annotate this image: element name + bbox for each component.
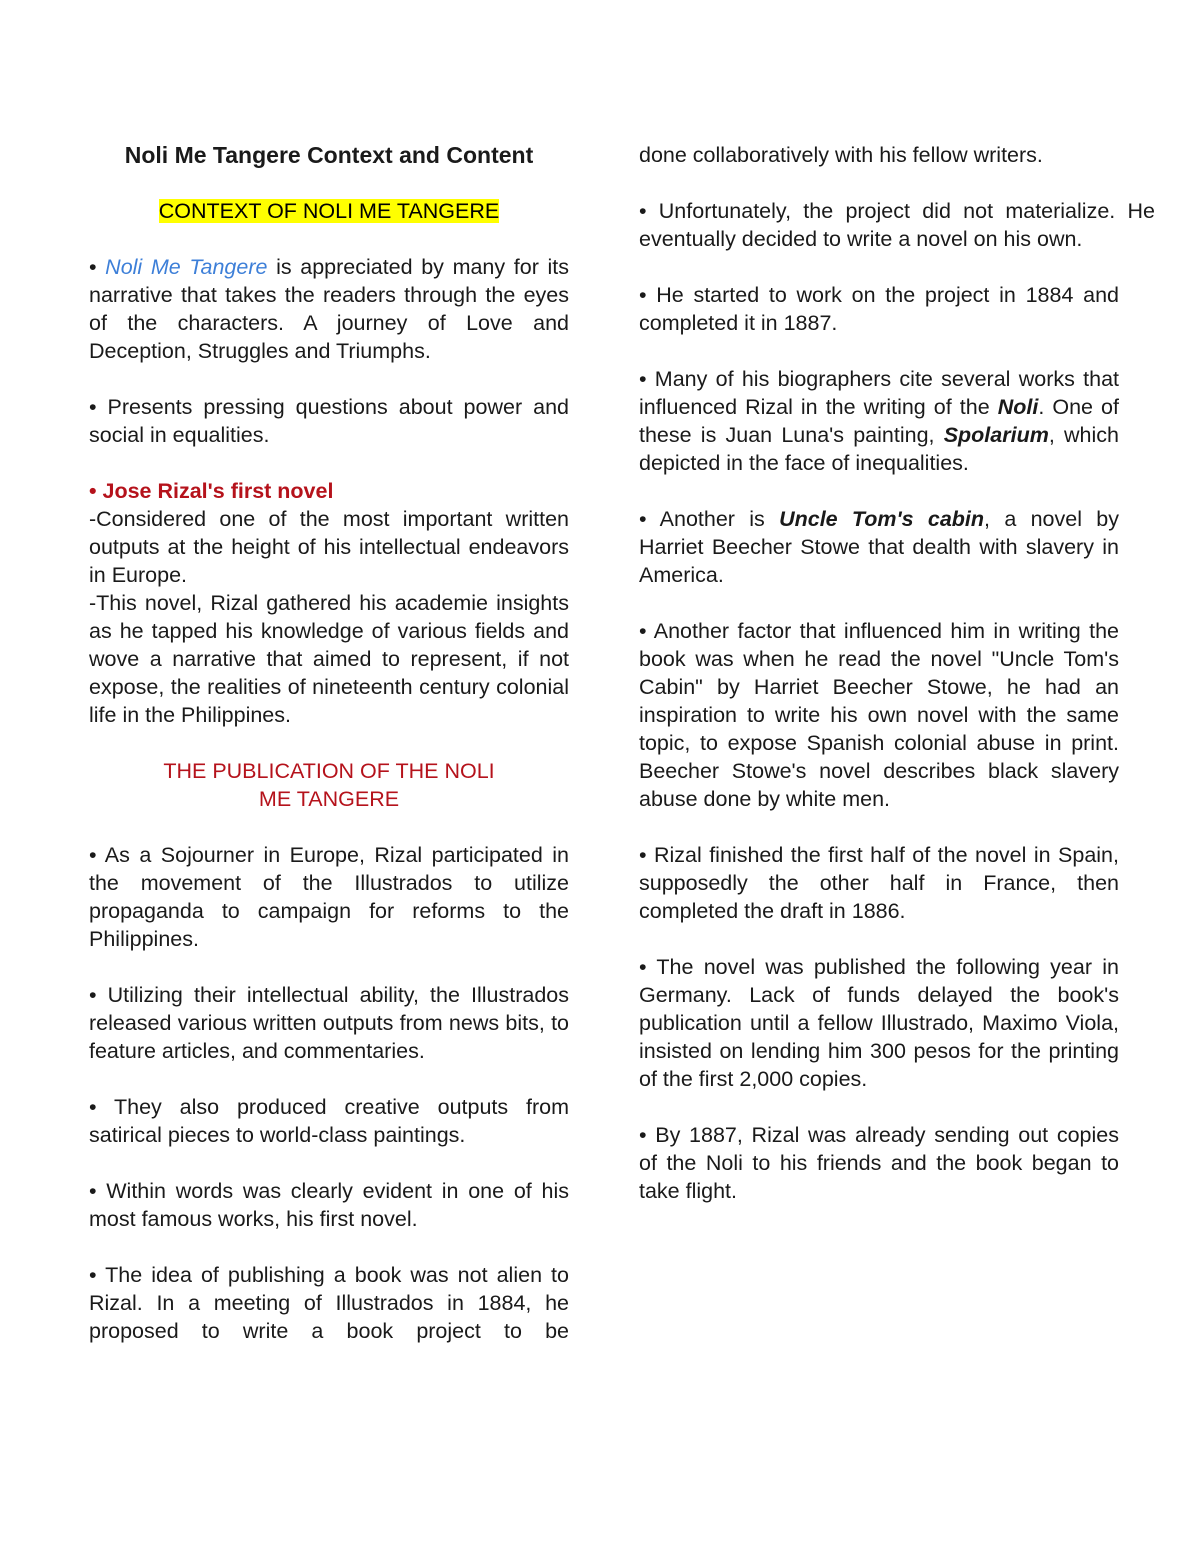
page-title: Noli Me Tangere Context and Content xyxy=(124,142,534,168)
left-column xyxy=(89,141,569,1373)
paragraph-sojourner: • As a Sojourner in Europe, Rizal participated in the movement of the Illustrados to utilize propaganda to campaign for reforms to the Philippines. xyxy=(89,843,569,951)
first-novel-line-1: -Considered one of the most important written outputs at the height of his intellectual endeavors in Europe. xyxy=(89,507,569,587)
paragraph-unfortunately: • Unfortunately, the project did not materialize. He eventually decided to write a novel on his own. xyxy=(639,199,1155,251)
paragraph-idea: • The idea of publishing a book was not alien to Rizal. In a meeting of Illustrados in 1884, he proposed to write a book project to be xyxy=(89,1263,569,1343)
uncle-toms-cabin-inline: Uncle Tom's cabin xyxy=(779,507,985,531)
paragraph-another: • Another is Uncle Tom's cabin, a novel by Harriet Beecher Stowe that dealth with slavery in America. xyxy=(639,507,1119,587)
first-novel-section xyxy=(89,477,569,729)
first-novel-line-2: -This novel, Rizal gathered his academie insights as he tapped his knowledge of various fields and wove a narrative that aimed to represent, if not expose, the realities of nineteenth century colonial life in the Philippines. xyxy=(89,591,569,727)
noli-inline: Noli xyxy=(997,395,1039,419)
right-column xyxy=(639,141,1155,1233)
context-heading-text: CONTEXT OF NOLI ME TANGERE xyxy=(158,199,500,223)
paragraph-illustrados: • Utilizing their intellectual ability, the Illustrados released various written outputs from news bits, to feature articles, and commentaries. xyxy=(89,983,569,1063)
first-novel-heading: • Jose Rizal's first novel xyxy=(89,479,334,503)
paragraph-finished: • Rizal finished the first half of the novel in Spain, supposedly the other half in France, then completed the draft in 1886. xyxy=(639,843,1119,923)
paragraph-started: • He started to work on the project in 1884 and completed it in 1887. xyxy=(639,283,1119,335)
paragraph-within-words: • Within words was clearly evident in one of his most famous works, his first novel. xyxy=(89,1179,569,1231)
context-heading xyxy=(89,197,569,225)
noli-title-inline: Noli Me Tangere xyxy=(105,255,268,279)
paragraph-creative: • They also produced creative outputs from satirical pieces to world-class paintings. xyxy=(89,1095,569,1147)
paragraph-power: • Presents pressing questions about power and social in equalities. xyxy=(89,395,569,447)
paragraph-narrative: • Noli Me Tangere is appreciated by many for its narrative that takes the readers through the eyes of the characters. A journey of Love and Deception, Struggles and Triumphs. xyxy=(89,255,569,363)
paragraph-published: • The novel was published the following year in Germany. Lack of funds delayed the book's publication until a fellow Illustrado, Maximo Viola, insisted on lending him 300 pesos for the printing of the first 2,000 copies. xyxy=(639,955,1119,1091)
paragraph-sending: • By 1887, Rizal was already sending out copies of the Noli to his friends and the book began to take flight. xyxy=(639,1123,1119,1203)
paragraph-continued: done collaboratively with his fellow writers. xyxy=(639,143,1043,167)
paragraph-biographers: • Many of his biographers cite several works that influenced Rizal in the writing of the Noli. One of these is Juan Luna's painting, Spolarium, which depicted in the face of inequalities. xyxy=(639,367,1119,475)
paragraph-another-factor: • Another factor that influenced him in writing the book was when he read the novel "Uncle Tom's Cabin" by Harriet Beecher Stowe, he had an inspiration to write his own novel with the same topic, to expose Spanish colonial abuse in print. Beecher Stowe's novel describes black slavery abuse done by white men. xyxy=(639,619,1119,811)
spolarium-inline: Spolarium xyxy=(943,423,1049,447)
publication-heading: THE PUBLICATION OF THE NOLI ME TANGERE xyxy=(163,759,495,811)
